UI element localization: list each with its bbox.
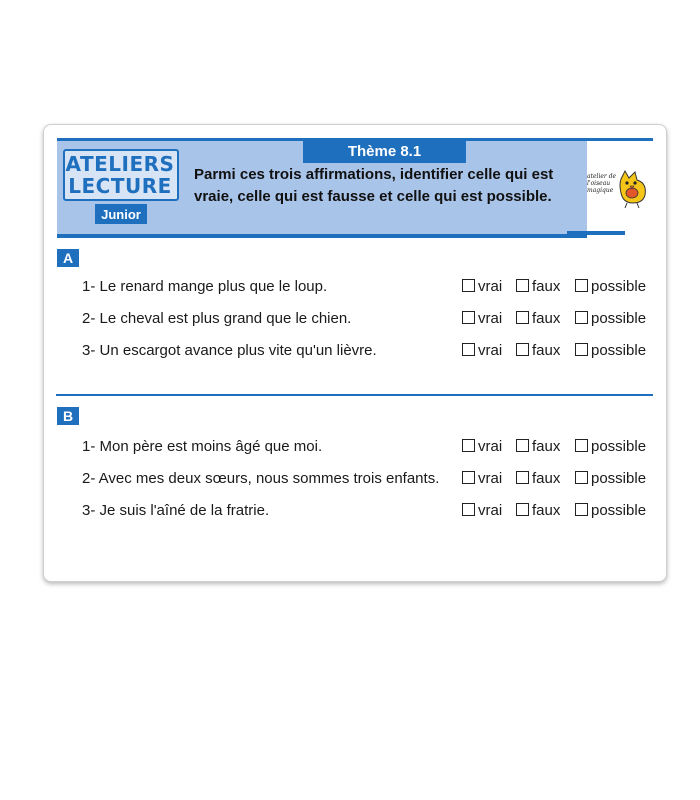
logo-line-1: ATELIERS	[65, 152, 175, 176]
checkbox-faux[interactable]	[516, 279, 529, 292]
publisher-text: atelier de l'oiseau magique	[587, 173, 617, 194]
checkbox-faux[interactable]	[516, 471, 529, 484]
option-label: vrai	[478, 342, 503, 359]
option-label: faux	[532, 470, 561, 487]
option-faux[interactable]	[516, 310, 560, 327]
option-label: vrai	[478, 438, 503, 455]
answer-options	[462, 468, 652, 490]
answer-options	[462, 436, 652, 458]
section-b-label: B	[57, 407, 79, 425]
option-label: faux	[532, 438, 561, 455]
statement-text: 1- Le renard mange plus que le loup.	[82, 278, 328, 295]
option-vrai[interactable]	[462, 470, 502, 487]
checkbox-possible[interactable]	[575, 279, 588, 292]
section-divider	[56, 394, 653, 396]
statement-text: 3- Je suis l'aîné de la fratrie.	[82, 502, 270, 519]
ateliers-lecture-logo	[61, 147, 179, 227]
checkbox-faux[interactable]	[516, 439, 529, 452]
checkbox-vrai[interactable]	[462, 279, 475, 292]
option-label: possible	[591, 502, 647, 519]
checkbox-possible[interactable]	[575, 471, 588, 484]
checkbox-possible[interactable]	[575, 311, 588, 324]
option-label: faux	[532, 502, 561, 519]
statement-text: 3- Un escargot avance plus vite qu'un lièvre.	[82, 342, 377, 359]
option-vrai[interactable]	[462, 342, 502, 359]
instruction-text: Parmi ces trois affirmations, identifier celle qui est vraie, celle qui est fausse et celle qui est possible.	[194, 166, 554, 205]
option-label: possible	[591, 438, 647, 455]
option-vrai[interactable]	[462, 278, 502, 295]
option-label: possible	[591, 342, 647, 359]
statement-text: 1- Mon père est moins âgé que moi.	[82, 438, 323, 455]
checkbox-faux[interactable]	[516, 503, 529, 516]
option-label: vrai	[478, 470, 503, 487]
option-label: possible	[591, 470, 647, 487]
checkbox-vrai[interactable]	[462, 503, 475, 516]
bird-logo-icon	[615, 169, 651, 209]
checkbox-vrai[interactable]	[462, 471, 475, 484]
option-label: possible	[591, 278, 647, 295]
checkbox-faux[interactable]	[516, 311, 529, 324]
theme-label: Thème 8.1	[303, 139, 466, 163]
option-faux[interactable]	[516, 342, 560, 359]
option-possible[interactable]	[575, 278, 646, 295]
statement-row	[82, 276, 652, 298]
answer-options	[462, 500, 652, 522]
junior-badge: Junior	[95, 204, 147, 224]
checkbox-vrai[interactable]	[462, 343, 475, 356]
checkbox-faux[interactable]	[516, 343, 529, 356]
option-possible[interactable]	[575, 310, 646, 327]
option-label: vrai	[478, 310, 503, 327]
option-vrai[interactable]	[462, 438, 502, 455]
option-label: vrai	[478, 502, 503, 519]
checkbox-vrai[interactable]	[462, 311, 475, 324]
option-faux[interactable]	[516, 470, 560, 487]
checkbox-possible[interactable]	[575, 343, 588, 356]
option-label: faux	[532, 342, 561, 359]
option-faux[interactable]	[516, 438, 560, 455]
statement-row	[82, 340, 652, 362]
option-faux[interactable]	[516, 502, 560, 519]
option-possible[interactable]	[575, 470, 646, 487]
statement-row	[82, 468, 652, 490]
option-vrai[interactable]	[462, 502, 502, 519]
checkbox-vrai[interactable]	[462, 439, 475, 452]
statement-row	[82, 308, 652, 330]
statement-row	[82, 500, 652, 522]
checkbox-possible[interactable]	[575, 439, 588, 452]
option-possible[interactable]	[575, 342, 646, 359]
section-a-label: A	[57, 249, 79, 267]
answer-options	[462, 308, 652, 330]
option-possible[interactable]	[575, 502, 646, 519]
option-label: vrai	[478, 278, 503, 295]
checkbox-possible[interactable]	[575, 503, 588, 516]
logo-wordmark	[61, 147, 179, 197]
statement-text: 2- Avec mes deux sœurs, nous sommes trois enfants.	[82, 470, 440, 487]
option-label: possible	[591, 310, 647, 327]
answer-options	[462, 276, 652, 298]
option-label: faux	[532, 310, 561, 327]
option-vrai[interactable]	[462, 310, 502, 327]
option-possible[interactable]	[575, 438, 646, 455]
logo-line-2: LECTURE	[68, 174, 172, 198]
statement-text: 2- Le cheval est plus grand que le chien.	[82, 310, 352, 327]
answer-options	[462, 340, 652, 362]
statement-row	[82, 436, 652, 458]
option-faux[interactable]	[516, 278, 560, 295]
option-label: faux	[532, 278, 561, 295]
publisher-logo-area	[587, 141, 653, 231]
